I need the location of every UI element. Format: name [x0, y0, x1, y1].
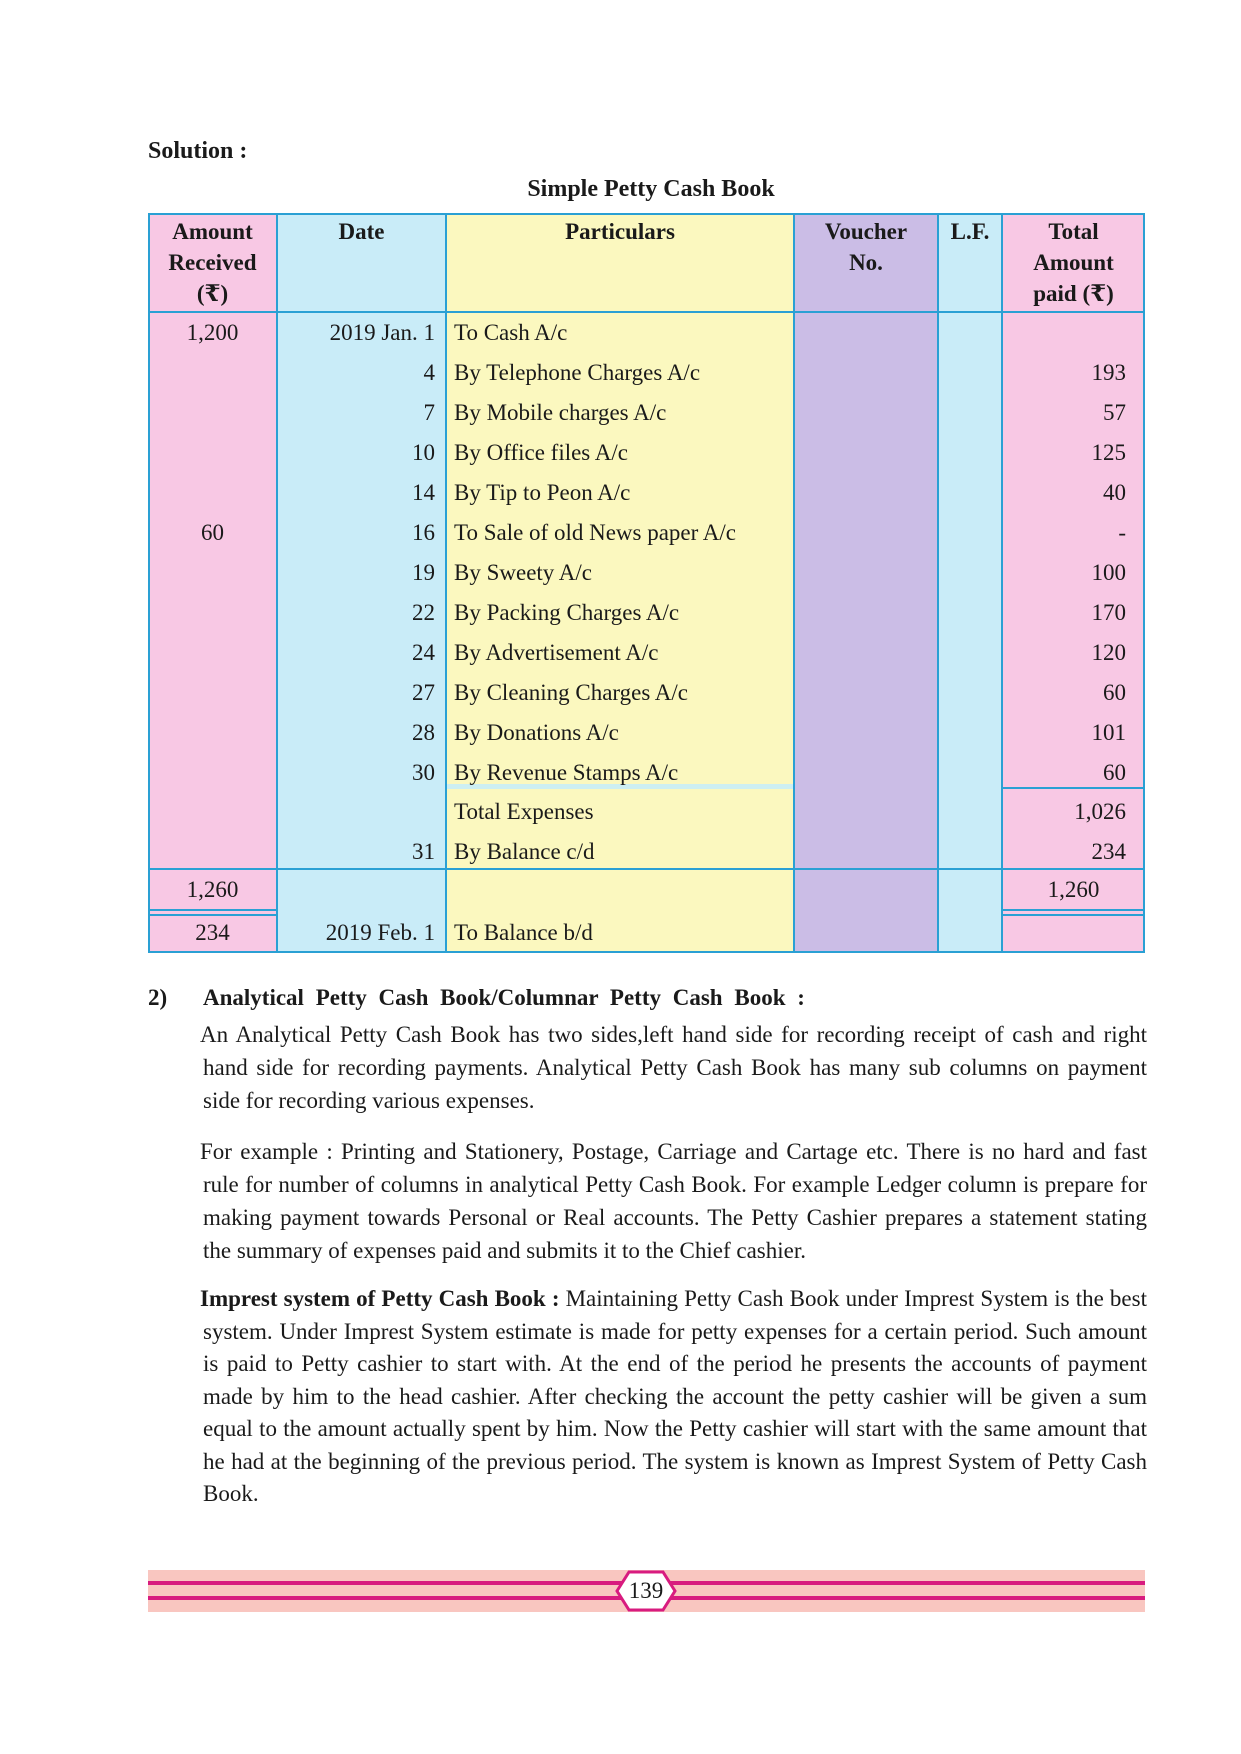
row-date: 4: [423, 360, 435, 385]
header-line: No.: [849, 250, 883, 275]
header-line: (₹): [196, 281, 229, 306]
paragraph-3: [200, 1283, 1147, 1511]
row-total: 40: [1103, 480, 1126, 505]
section-number: 2): [148, 985, 168, 1010]
row-total: [1002, 313, 1126, 353]
row-amount: [148, 753, 277, 793]
page-number-badge: [615, 1570, 677, 1612]
row-particulars: By Packing Charges A/c: [454, 600, 680, 625]
row-date: 28: [412, 720, 435, 745]
row-total: 125: [1091, 440, 1126, 465]
row-amount: [148, 832, 277, 872]
row-total: 120: [1091, 640, 1126, 665]
header-particulars: [446, 213, 794, 311]
paragraph-2: For example : Printing and Stationery, Postage, Carriage and Cartage etc. There is no hard and fast rule for number of columns in analytical Petty Cash Book. For example Ledger column is prepare for making payment towards Personal or Real accounts. The Petty Cashier prepares a statement stating the summary of expenses paid and submits it to the Chief cashier.: [200, 1139, 1147, 1263]
row-date: 30: [412, 760, 435, 785]
carry-amount: 234: [195, 920, 230, 945]
header-line: L.F.: [950, 219, 990, 244]
header-line: paid (₹): [1033, 281, 1114, 306]
paragraph-1: An Analytical Petty Cash Book has two sides,left hand side for recording receipt of cash and right hand side for recording payments. Analytical Petty Cash Book has many sub columns on payment side for recording various expenses.: [200, 1022, 1147, 1113]
row-date: 2019 Jan. 1: [329, 320, 435, 345]
row-particulars: Total Expenses: [454, 799, 594, 824]
row-total: 57: [1103, 400, 1126, 425]
row-particulars: By Telephone Charges A/c: [454, 360, 701, 385]
row-particulars: By Office files A/c: [454, 440, 628, 465]
header-line: Total: [1048, 219, 1099, 244]
header-lf: [938, 213, 1002, 311]
row-amount: [148, 353, 277, 393]
header-total-paid: [1002, 213, 1145, 311]
row-amount: 1,200: [186, 320, 239, 345]
row-total: 100: [1091, 560, 1126, 585]
row-amount: [148, 393, 277, 433]
row-particulars: By Cleaning Charges A/c: [454, 680, 689, 705]
row-amount: [148, 593, 277, 633]
column-divider: [445, 213, 447, 953]
row-total: 60: [1103, 760, 1126, 785]
header-line: Voucher: [824, 219, 908, 244]
header-line: Amount: [1033, 250, 1114, 275]
row-amount: [148, 473, 277, 513]
row-particulars: By Revenue Stamps A/c: [454, 760, 679, 785]
row-total: 193: [1091, 360, 1126, 385]
row-amount: [148, 633, 277, 673]
row-particulars: By Tip to Peon A/c: [454, 480, 631, 505]
row-date: 19: [412, 560, 435, 585]
row-date: 24: [412, 640, 435, 665]
row-amount: [148, 792, 277, 832]
page-footer: [148, 1570, 1145, 1612]
row-total: -: [1118, 520, 1126, 545]
row-date: [277, 792, 435, 832]
row-particulars: By Balance c/d: [454, 839, 595, 864]
row-date: 31: [412, 839, 435, 864]
row-date: 10: [412, 440, 435, 465]
row-date: 16: [412, 520, 435, 545]
header-date: [277, 213, 446, 311]
row-particulars: To Sale of old News paper A/c: [454, 520, 736, 545]
row-amount: 60: [201, 520, 224, 545]
row-particulars: By Mobile charges A/c: [454, 400, 667, 425]
row-date: 27: [412, 680, 435, 705]
header-voucher-no: [794, 213, 938, 311]
row-amount: [148, 553, 277, 593]
column-divider: [937, 213, 939, 953]
petty-cash-book-table: [148, 213, 1145, 953]
row-date: 22: [412, 600, 435, 625]
paragraph-3-body: Maintaining Petty Cash Book under Imprest System is the best system. Under Imprest System estimate is made for petty expenses for a certain period. Such amount is paid to Petty cashier to start with. At the end of the period he presents the accounts of payment made by him to the head cashier. After checking the account the petty cashier will be given a sum equal to the amount actually spent by him. Now the Petty cashier will start with the same amount that he had at the beginning of the previous period. The system is known as Imprest System of Petty Cash Book.: [203, 1286, 1147, 1506]
row-particulars: By Advertisement A/c: [454, 640, 659, 665]
page-number: 139: [628, 1578, 664, 1603]
section-title: Analytical Petty Cash Book/Columnar Petty Cash Book :: [203, 985, 805, 1010]
row-total: 1,026: [1074, 799, 1126, 824]
row-particulars: To Cash A/c: [454, 320, 568, 345]
row-amount: [148, 433, 277, 473]
totals-double-rule: [1002, 914, 1145, 916]
row-amount: [148, 673, 277, 713]
row-total: 234: [1091, 839, 1126, 864]
row-particulars: By Sweety A/c: [454, 560, 592, 585]
row-date: 7: [423, 400, 435, 425]
row-total: 101: [1091, 720, 1126, 745]
table-title: Simple Petty Cash Book: [527, 176, 775, 202]
paragraph-3-lead: Imprest system of Petty Cash Book :: [200, 1286, 560, 1311]
header-line: Amount: [172, 219, 253, 244]
row-total: 60: [1103, 680, 1126, 705]
solution-label: Solution :: [148, 138, 248, 164]
row-total: 170: [1091, 600, 1126, 625]
row-date: 14: [412, 480, 435, 505]
header-amount-received: [148, 213, 277, 311]
row-amount: [148, 713, 277, 753]
carry-date: 2019 Feb. 1: [325, 920, 435, 945]
carry-particulars: To Balance b/d: [454, 920, 593, 945]
header-line: Received: [168, 250, 257, 275]
header-line: Date: [338, 219, 385, 244]
total-received: 1,260: [186, 877, 239, 902]
header-line: Particulars: [565, 219, 675, 244]
total-paid: 1,260: [1047, 877, 1100, 902]
row-particulars: By Donations A/c: [454, 720, 619, 745]
